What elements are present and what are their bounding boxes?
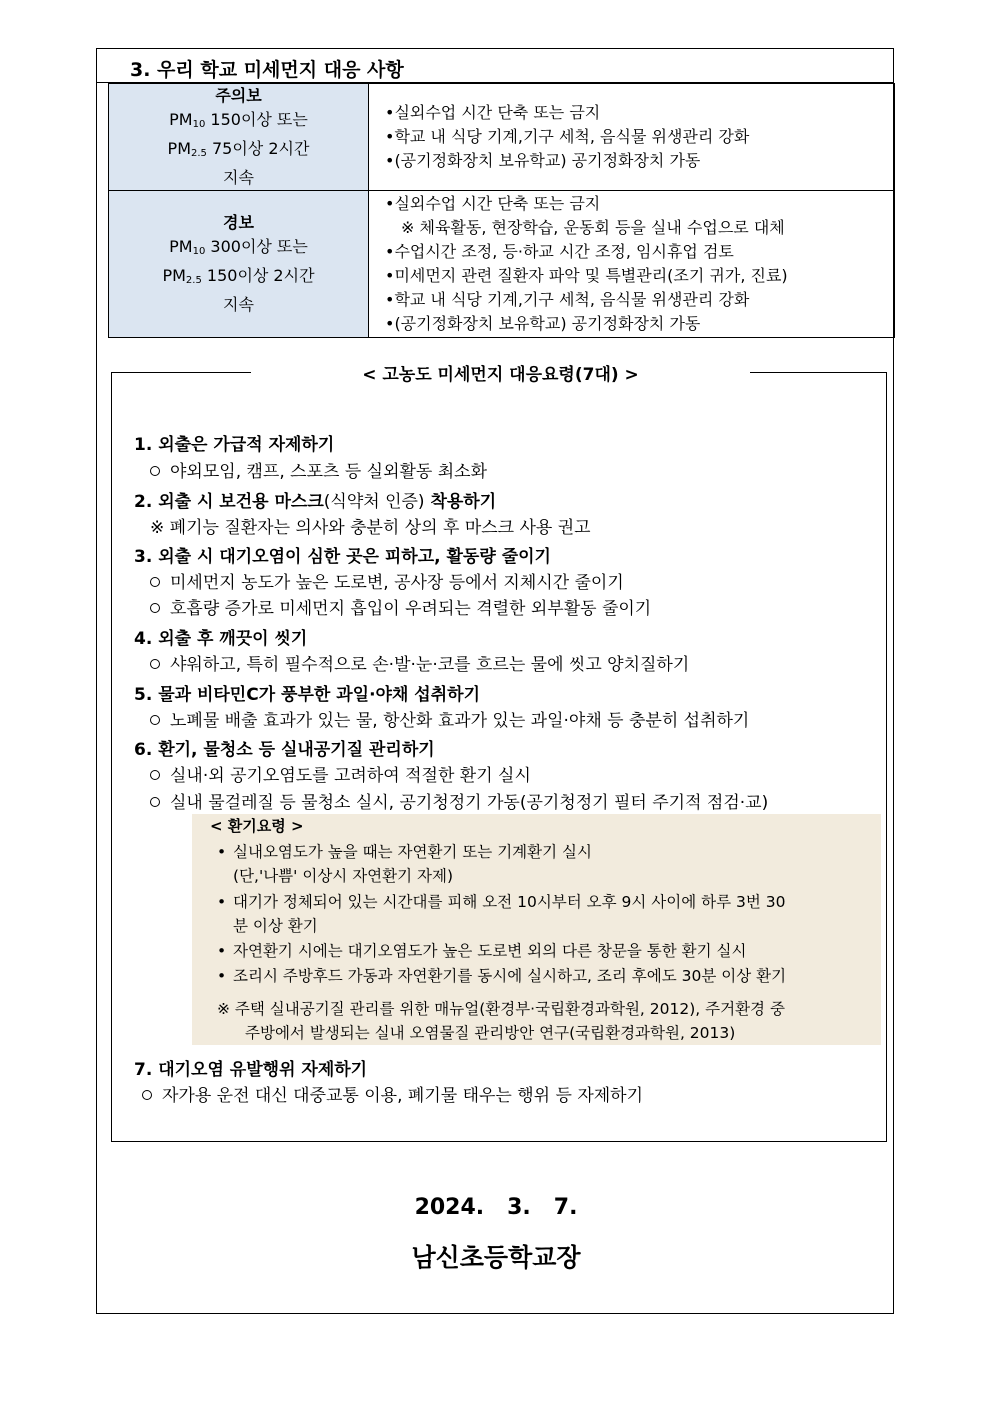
- level-name: 경보: [223, 213, 254, 232]
- circle-bullet-icon: [142, 1090, 152, 1100]
- guide-box-top-left: [111, 372, 251, 373]
- guide-item-7-heading: 7. 대기오염 유발행위 자제하기: [134, 1060, 368, 1080]
- circle-bullet-icon: [150, 466, 160, 476]
- guide-title: < 고농도 미세먼지 대응요령(7대) >: [362, 365, 639, 385]
- circle-bullet-icon: [150, 603, 160, 613]
- ventilation-reference-cont: 주방에서 발생되는 실내 오염물질 관리방안 연구(국립환경과학원, 2013): [245, 1024, 736, 1042]
- pm25-threshold: $PM_{2.5}$ 75이상 2시간: [167, 139, 310, 159]
- guide-item-6-sub: 실내·외 공기오염도를 고려하여 적절한 환기 실시: [150, 761, 531, 786]
- response-table: [108, 83, 895, 338]
- ventilation-bullet: • 대기가 정체되어 있는 시간대를 피해 오전 10시부터 오후 9시 사이에 하루 3번 30: [217, 893, 786, 911]
- action-item: •미세먼지 관련 질환자 파악 및 특별관리(조기 귀가, 진료): [385, 266, 788, 285]
- ventilation-bullet: • 조리시 주방후드 가동과 자연환기를 동시에 실시하고, 조리 후에도 30분 이상 환기: [217, 967, 787, 985]
- pm10-threshold: $PM_{10}$ 150이상 또는: [169, 110, 308, 130]
- circle-bullet-icon: [150, 797, 160, 807]
- guide-item-6-sub: 실내 물걸레질 등 물청소 실시, 공기청정기 가동(공기청정기 필터 주기적 점검·교): [150, 788, 768, 813]
- level-cell-caution: [109, 84, 369, 191]
- guide-item-5-sub: 노폐물 배출 효과가 있는 물, 항산화 효과가 있는 과일·야채 등 충분히 섭취하기: [150, 706, 749, 731]
- action-item: •학교 내 식당 기계,기구 세척, 음식물 위생관리 강화: [385, 290, 750, 309]
- ventilation-bullet-cont: (단,'나쁨' 이상시 자연환기 자제): [233, 867, 454, 885]
- circle-bullet-icon: [150, 659, 160, 669]
- actions-cell-warning: [369, 191, 895, 338]
- level-cell-warning: [109, 191, 369, 338]
- ventilation-reference: ※ 주택 실내공기질 관리를 위한 매뉴얼(환경부·국립환경과학원, 2012), 주거환경 중: [217, 1000, 785, 1018]
- action-item: •학교 내 식당 기계,기구 세척, 음식물 위생관리 강화: [385, 127, 750, 146]
- table-row-caution: [109, 84, 895, 191]
- guide-item-3-sub: 호흡량 증가로 미세먼지 흡입이 우려되는 격렬한 외부활동 줄이기: [150, 594, 651, 619]
- action-item: •(공기정화장치 보유학교) 공기정화장치 가동: [385, 314, 701, 333]
- guide-item-2-note: ※ 폐기능 질환자는 의사와 충분히 상의 후 마스크 사용 권고: [150, 518, 591, 538]
- ventilation-bullet-cont: 분 이상 환기: [233, 917, 318, 935]
- circle-bullet-icon: [150, 715, 160, 725]
- section-title: 3. 우리 학교 미세먼지 대응 사항: [130, 59, 404, 81]
- ventilation-bullet: • 실내오염도가 높을 때는 자연환기 또는 기계환기 실시: [217, 843, 592, 861]
- guide-item-2-heading: 2. 외출 시 보건용 마스크(식약처 인증) 착용하기: [134, 492, 497, 512]
- pm10-threshold: $PM_{10}$ 300이상 또는: [169, 237, 308, 257]
- ventilation-bullet: • 자연환기 시에는 대기오염도가 높은 도로변 외의 다른 창문을 통한 환기 실시: [217, 942, 747, 960]
- guide-item-6-heading: 6. 환기, 물청소 등 실내공기질 관리하기: [134, 740, 435, 760]
- action-note: ※ 체육활동, 현장학습, 운동회 등을 실내 수업으로 대체: [401, 218, 785, 237]
- duration-text: 지속: [223, 168, 254, 187]
- action-item: •수업시간 조정, 등·하교 시간 조정, 임시휴업 검토: [385, 242, 734, 261]
- guide-item-1-heading: 1. 외출은 가급적 자제하기: [134, 435, 335, 455]
- actions-cell-caution: [369, 84, 895, 191]
- guide-item-3-sub: 미세먼지 농도가 높은 도로변, 공사장 등에서 지체시간 줄이기: [150, 568, 624, 593]
- guide-item-7-sub: 자가용 운전 대신 대중교통 이용, 폐기물 태우는 행위 등 자제하기: [142, 1081, 643, 1106]
- table-row-warning: [109, 191, 895, 338]
- action-item: •(공기정화장치 보유학교) 공기정화장치 가동: [385, 151, 701, 170]
- circle-bullet-icon: [150, 770, 160, 780]
- ventilation-title: < 환기요령 >: [210, 817, 304, 835]
- duration-text: 지속: [223, 295, 254, 314]
- guide-item-3-heading: 3. 외출 시 대기오염이 심한 곳은 피하고, 활동량 줄이기: [134, 547, 551, 567]
- guide-item-5-heading: 5. 물과 비타민C가 풍부한 과일·야채 섭취하기: [134, 685, 480, 705]
- pm25-threshold: $PM_{2.5}$ 150이상 2시간: [162, 266, 315, 286]
- guide-box-top-right: [750, 372, 887, 373]
- guide-item-4-heading: 4. 외출 후 깨끗이 씻기: [134, 629, 308, 649]
- action-item: •실외수업 시간 단축 또는 금지: [385, 103, 601, 122]
- level-name: 주의보: [215, 86, 262, 105]
- guide-item-1-sub: 야외모임, 캠프, 스포츠 등 실외활동 최소화: [150, 457, 487, 482]
- document-date: 2024. 3. 7.: [414, 1195, 578, 1220]
- guide-item-4-sub: 샤워하고, 특히 필수적으로 손·발·눈·코를 흐르는 물에 씻고 양치질하기: [150, 650, 689, 675]
- circle-bullet-icon: [150, 577, 160, 587]
- signer-name: 남신초등학교장: [411, 1243, 581, 1272]
- action-item: •실외수업 시간 단축 또는 금지: [385, 194, 601, 213]
